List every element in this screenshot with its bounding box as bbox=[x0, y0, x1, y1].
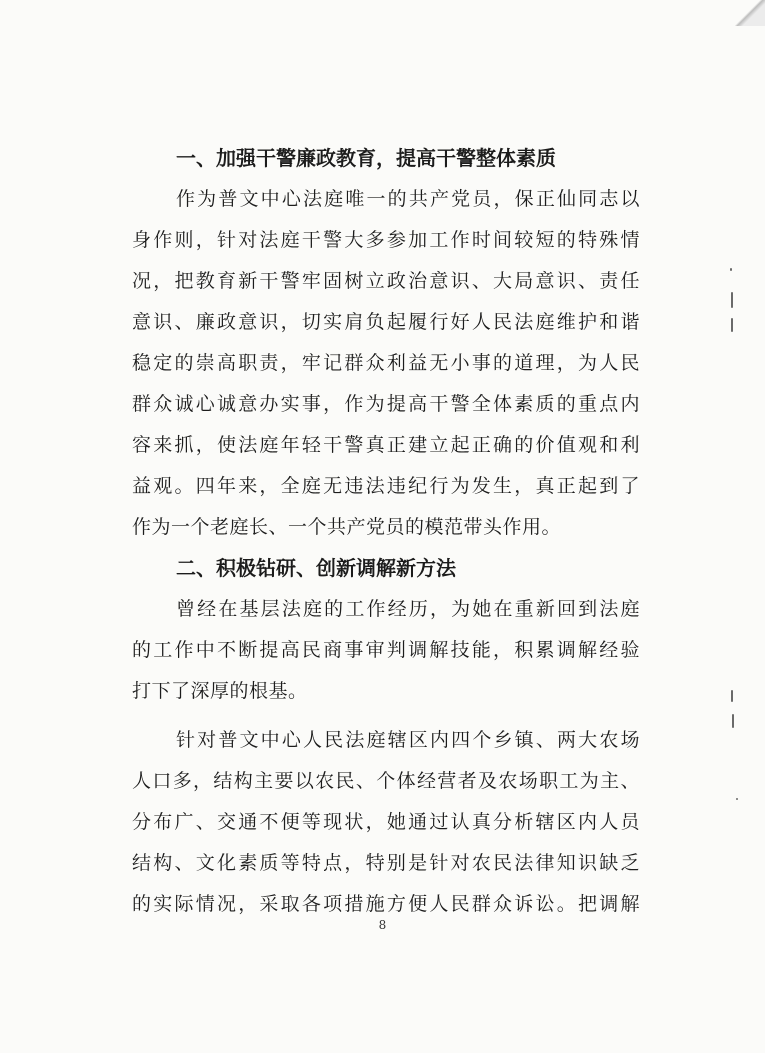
page-number: 8 bbox=[378, 918, 387, 932]
scan-speck bbox=[731, 318, 733, 332]
paragraph-line: 身作则，针对法庭干警大多参加工作时间较短的特殊情 bbox=[132, 229, 640, 251]
document-body bbox=[132, 138, 640, 925]
paragraph-line: 稳定的崇高职责，牢记群众利益无小事的道理，为人民 bbox=[132, 352, 640, 374]
paragraph-line: 人口多，结构主要以农民、个体经营者及农场职工为主、 bbox=[132, 770, 640, 792]
scan-speck bbox=[731, 292, 733, 308]
paragraph-line: 的工作中不断提高民商事审判调解技能，积累调解经验 bbox=[132, 639, 640, 661]
paragraph-line: 打下了深厚的根基。 bbox=[132, 680, 308, 702]
paragraph-line: 分布广、交通不便等现状，她通过认真分析辖区内人员 bbox=[132, 811, 640, 833]
scan-speck bbox=[732, 714, 734, 728]
paragraph-line: 针对普文中心人民法庭辖区内四个乡镇、两大农场 bbox=[176, 729, 640, 751]
paragraph-line: 曾经在基层法庭的工作经历，为她在重新回到法庭 bbox=[176, 598, 640, 620]
paragraph-line: 益观。四年来，全庭无违法违纪行为发生，真正起到了 bbox=[132, 475, 640, 497]
paragraph-line: 容来抓，使法庭年轻干警真正建立起正确的价值观和利 bbox=[132, 434, 640, 456]
paragraph-line: 作为一个老庭长、一个共产党员的模范带头作用。 bbox=[132, 516, 562, 538]
paragraph-line: 意识、廉政意识，切实肩负起履行好人民法庭维护和谐 bbox=[132, 311, 640, 333]
page-corner-fold bbox=[735, 0, 765, 26]
paragraph-line: 作为普文中心法庭唯一的共产党员，保正仙同志以 bbox=[176, 188, 640, 210]
paragraph-line: 的实际情况，采取各项措施方便人民群众诉讼。把调解 bbox=[132, 893, 640, 915]
paragraph-line: 况，把教育新干警牢固树立政治意识、大局意识、责任 bbox=[132, 270, 640, 292]
section-heading: 二、积极钻研、创新调解新方法 bbox=[176, 556, 456, 580]
section-heading: 一、加强干警廉政教育，提高干警整体素质 bbox=[176, 146, 556, 170]
scan-speck bbox=[731, 690, 733, 702]
paragraph-line: 结构、文化素质等特点，特别是针对农民法律知识缺乏 bbox=[132, 852, 640, 874]
scan-speck bbox=[736, 798, 738, 800]
paragraph-line: 群众诚心诚意办实事，作为提高干警全体素质的重点内 bbox=[132, 393, 640, 415]
scan-speck bbox=[730, 268, 732, 271]
